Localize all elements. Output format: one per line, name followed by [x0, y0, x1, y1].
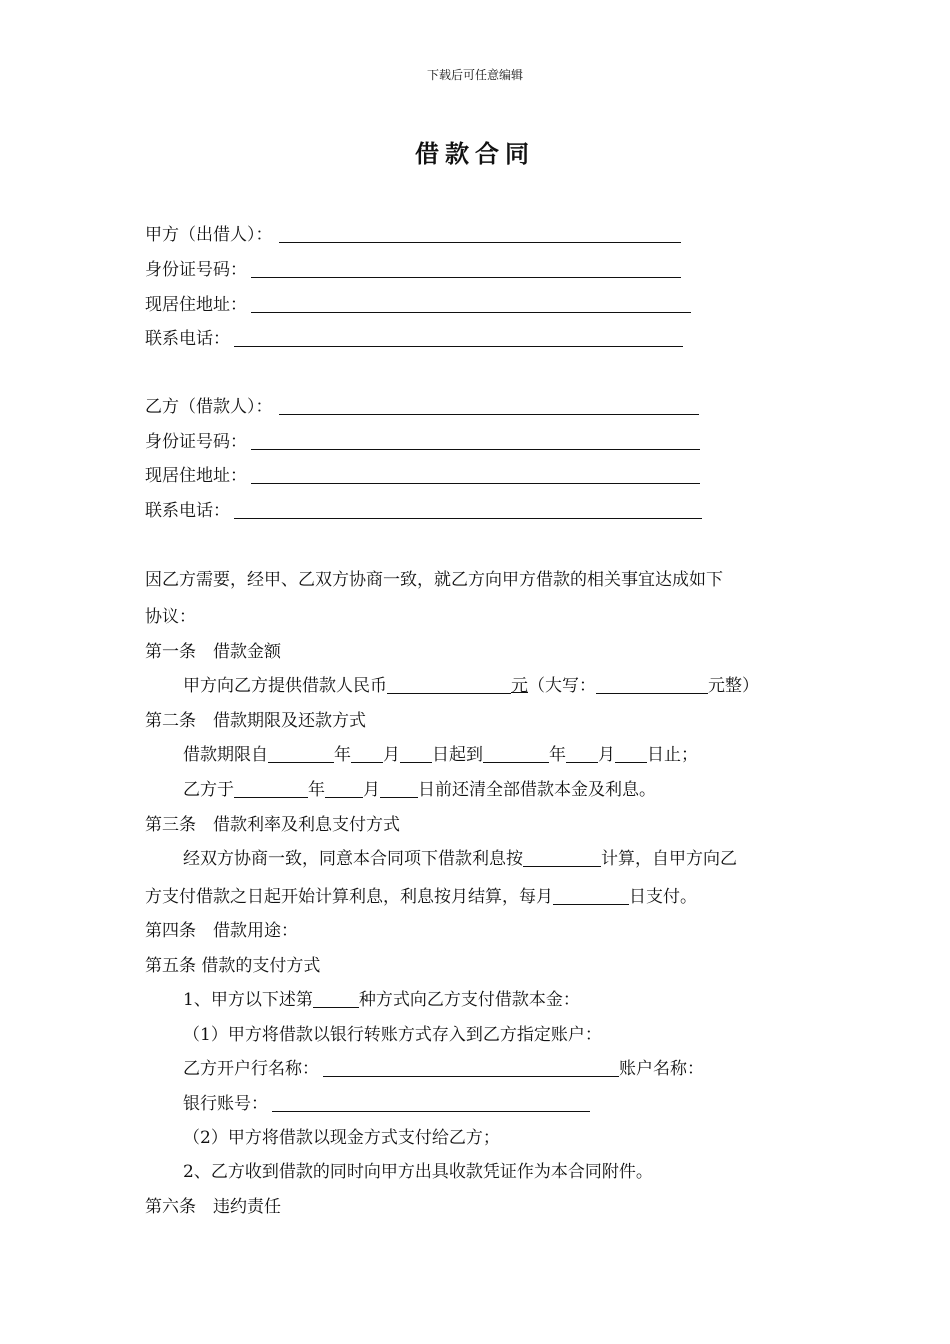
end-day-blank[interactable] [615, 744, 647, 763]
start-day-blank[interactable] [400, 744, 432, 763]
party-b-phone-label: 联系电话： [145, 501, 230, 521]
article-2-l1-g: 日止； [647, 745, 698, 765]
intro-line-1: 因乙方需要，经甲、乙双方协商一致，就乙方向甲方借款的相关事宜达成如下 [145, 570, 723, 590]
start-month-blank[interactable] [351, 744, 383, 763]
party-a-phone-label: 联系电话： [145, 329, 230, 349]
article-2-l2-c: 月 [363, 780, 380, 800]
party-a-phone-row [145, 328, 683, 350]
party-b-label: 乙方（借款人）： [145, 397, 273, 417]
party-a-name-blank[interactable] [279, 224, 681, 243]
article-5-l1-b: 种方式向乙方支付借款本金： [358, 990, 580, 1010]
party-b-address-row [145, 465, 700, 487]
article-2-l2-d: 日前还清全部借款本金及利息。 [418, 780, 656, 800]
article-5-account-label: 银行账号： [183, 1094, 268, 1114]
party-a-id-row [145, 259, 681, 281]
article-2-l1-b: 年 [334, 745, 351, 765]
article-3-l2-a: 方支付借款之日起开始计算利息，利息按月结算，每月 [145, 887, 553, 907]
article-3-line-1 [183, 848, 737, 870]
article-2-line-1 [183, 744, 698, 766]
repay-day-blank[interactable] [380, 779, 418, 798]
article-2-l1-f: 月 [598, 745, 615, 765]
article-5-line-6: 2、乙方收到借款的同时向甲方出具收款凭证作为本合同附件。 [183, 1162, 653, 1182]
start-year-blank[interactable] [268, 744, 334, 763]
article-5-bank-label: 乙方开户行名称： [183, 1059, 319, 1079]
article-6-title: 第六条 违约责任 [145, 1197, 281, 1217]
article-5-line-4 [183, 1093, 590, 1115]
article-1-text [183, 675, 759, 697]
article-2-l1-e: 年 [549, 745, 566, 765]
party-a-id-blank[interactable] [251, 259, 681, 278]
article-5-account-name-label: 账户名称： [619, 1059, 704, 1079]
page-title: 借款合同 [415, 139, 535, 168]
repay-month-blank[interactable] [325, 779, 363, 798]
article-5-line-1 [183, 989, 580, 1011]
party-a-id-label: 身份证号码： [145, 260, 247, 280]
amount-words-blank[interactable] [596, 675, 708, 694]
article-2-line-2 [183, 779, 656, 801]
end-month-blank[interactable] [566, 744, 598, 763]
article-1-text-c: （大写： [528, 676, 596, 696]
repay-year-blank[interactable] [234, 779, 308, 798]
payment-method-blank[interactable] [313, 989, 359, 1008]
account-number-blank[interactable] [272, 1093, 590, 1112]
party-b-id-row [145, 431, 700, 453]
article-2-title: 第二条 借款期限及还款方式 [145, 711, 366, 731]
article-5-line-3 [183, 1058, 704, 1080]
article-1-yuan: 元 [511, 676, 528, 696]
pay-day-blank[interactable] [553, 886, 629, 905]
party-b-id-label: 身份证号码： [145, 432, 247, 452]
party-b-id-blank[interactable] [251, 431, 700, 450]
party-b-phone-row [145, 500, 702, 522]
party-a-label: 甲方（出借人）： [145, 225, 273, 245]
article-1-text-d: 元整） [708, 676, 759, 696]
article-5-l1-a: 1、甲方以下述第 [183, 990, 313, 1010]
article-2-l1-d: 日起到 [432, 745, 483, 765]
end-year-blank[interactable] [483, 744, 549, 763]
intro-line-2: 协议： [145, 607, 196, 627]
party-b-name-blank[interactable] [279, 396, 699, 415]
party-b-row [145, 396, 699, 418]
amount-blank[interactable] [387, 675, 511, 694]
party-a-address-row [145, 294, 691, 316]
party-b-phone-blank[interactable] [234, 500, 702, 519]
article-1-title: 第一条 借款金额 [145, 642, 281, 662]
article-5-line-5: （2）甲方将借款以现金方式支付给乙方； [183, 1128, 500, 1148]
article-5-title: 第五条 借款的支付方式 [145, 956, 321, 976]
article-2-l1-a: 借款期限自 [183, 745, 268, 765]
article-2-l2-b: 年 [308, 780, 325, 800]
bank-name-blank[interactable] [323, 1058, 619, 1077]
party-b-address-blank[interactable] [251, 465, 700, 484]
party-a-address-label: 现居住地址： [145, 295, 247, 315]
article-3-l1-b: 计算，自甲方向乙 [601, 849, 737, 869]
party-a-row [145, 224, 681, 246]
article-2-l2-a: 乙方于 [183, 780, 234, 800]
header-note: 下载后可任意编辑 [426, 68, 523, 82]
interest-rate-blank[interactable] [523, 848, 601, 867]
article-3-title: 第三条 借款利率及利息支付方式 [145, 815, 400, 835]
article-2-l1-c: 月 [383, 745, 400, 765]
article-5-line-2: （1）甲方将借款以银行转账方式存入到乙方指定账户： [183, 1025, 602, 1045]
article-3-l1-a: 经双方协商一致，同意本合同项下借款利息按 [183, 849, 523, 869]
article-4-title: 第四条 借款用途： [145, 921, 298, 941]
party-a-address-blank[interactable] [251, 294, 691, 313]
party-b-address-label: 现居住地址： [145, 466, 247, 486]
party-a-phone-blank[interactable] [234, 328, 683, 347]
article-3-l2-b: 日支付。 [629, 887, 697, 907]
article-1-text-a: 甲方向乙方提供借款人民币 [183, 676, 387, 696]
article-3-line-2 [145, 886, 697, 908]
